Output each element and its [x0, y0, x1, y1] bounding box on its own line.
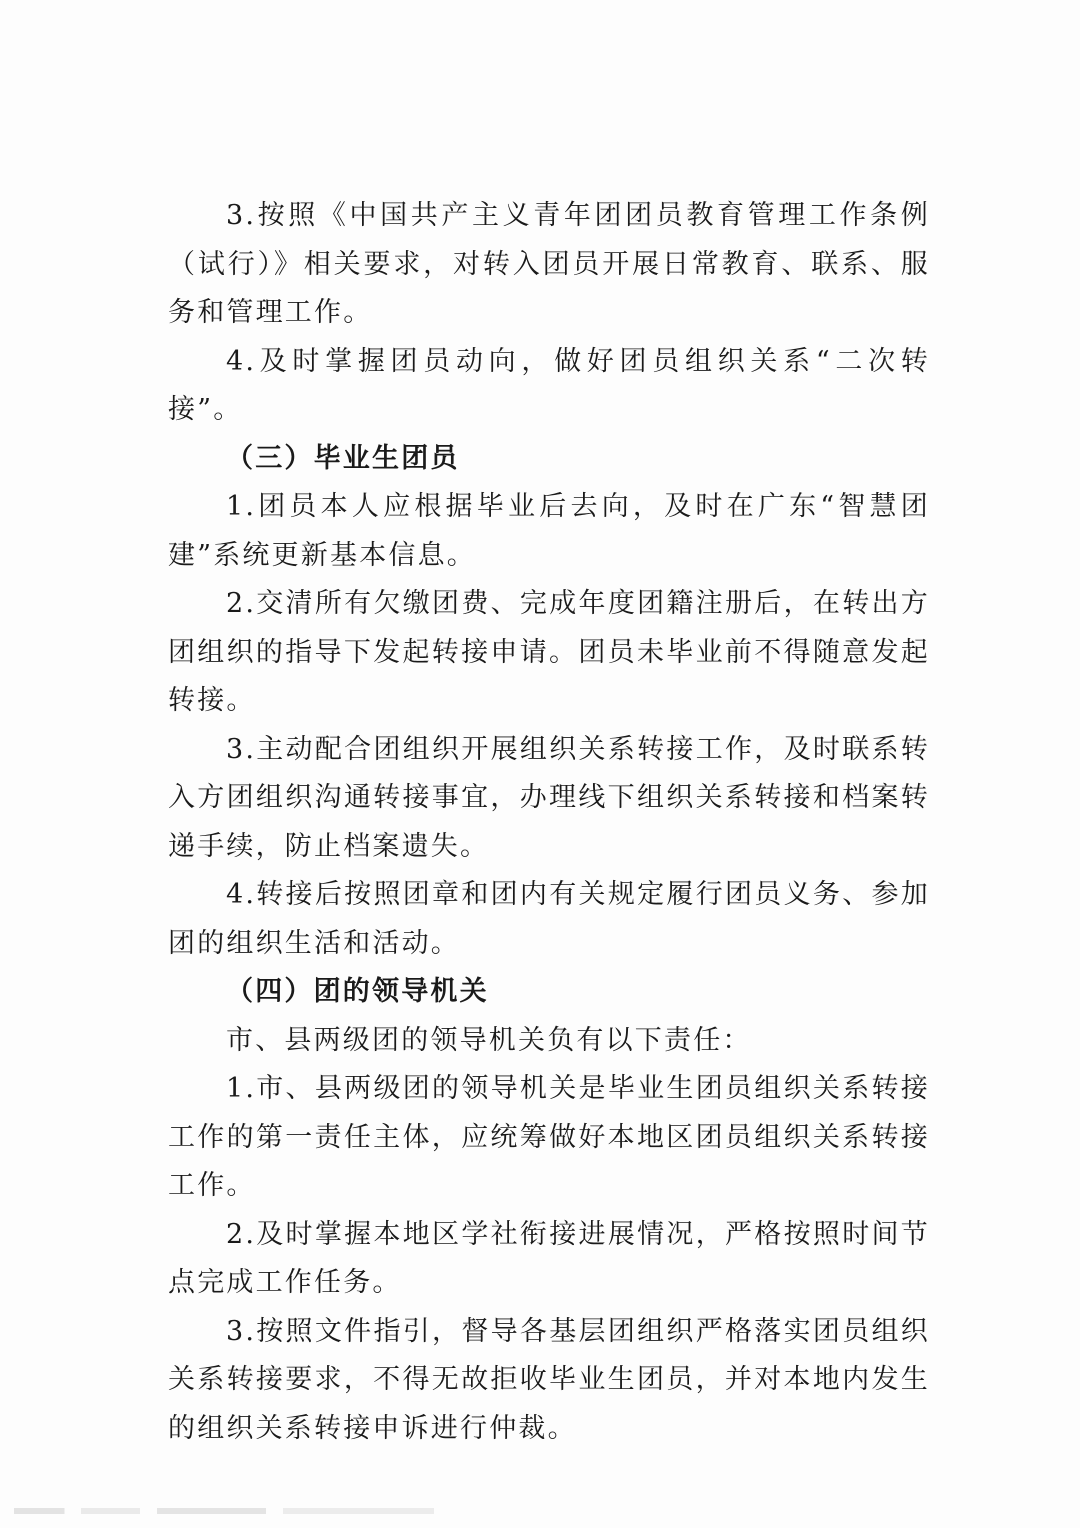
document-body: [168, 192, 930, 1453]
paragraph-graduate-3-cooperate: 3.主动配合团组织开展组织关系转接工作，及时联系转入方团组织沟通转接事宜，办理线下组织关系转接和档案转递手续，防止档案遗失。: [168, 733, 930, 862]
paragraph-graduate-4-obligations: 4.转接后按照团章和团内有关规定履行团员义务、参加团的组织生活和活动。: [168, 879, 930, 959]
section-heading-graduate-members: （三）毕业生团员: [226, 442, 460, 474]
paragraph-leading-1-responsibility: 1.市、县两级团的领导机关是毕业生团员组织关系转接工作的第一责任主体，应统筹做好本地区团员组织关系转接工作。: [168, 1073, 930, 1201]
paragraph-leading-3-supervise: 3.按照文件指引，督导各基层团组织严格落实团员组织关系转接要求，不得无故拒收毕业生团员，并对本地内发生的组织关系转接申诉进行仲裁。: [168, 1315, 930, 1444]
paragraph-3-education-management: 3.按照《中国共产主义青年团团员教育管理工作条例（试行）》相关要求，对转入团员开展日常教育、联系、服务和管理工作。: [168, 200, 930, 328]
paragraph-4-secondary-transfer: 4.及时掌握团员动向，做好团员组织关系“二次转接”。: [168, 345, 930, 425]
paragraph-leading-organs-intro: 市、县两级团的领导机关负有以下责任：: [226, 1024, 752, 1056]
scan-artifact: [14, 1508, 434, 1514]
paragraph-leading-2-progress: 2.及时掌握本地区学社衔接进展情况，严格按照时间节点完成工作任务。: [168, 1218, 930, 1298]
section-heading-leading-organs: （四）团的领导机关: [226, 976, 489, 1007]
paragraph-graduate-2-apply-transfer: 2.交清所有欠缴团费、完成年度团籍注册后，在转出方团组织的指导下发起转接申请。团员未毕业前不得随意发起转接。: [168, 588, 930, 716]
paragraph-graduate-1-update-info: 1.团员本人应根据毕业后去向，及时在广东“智慧团建”系统更新基本信息。: [168, 491, 930, 571]
